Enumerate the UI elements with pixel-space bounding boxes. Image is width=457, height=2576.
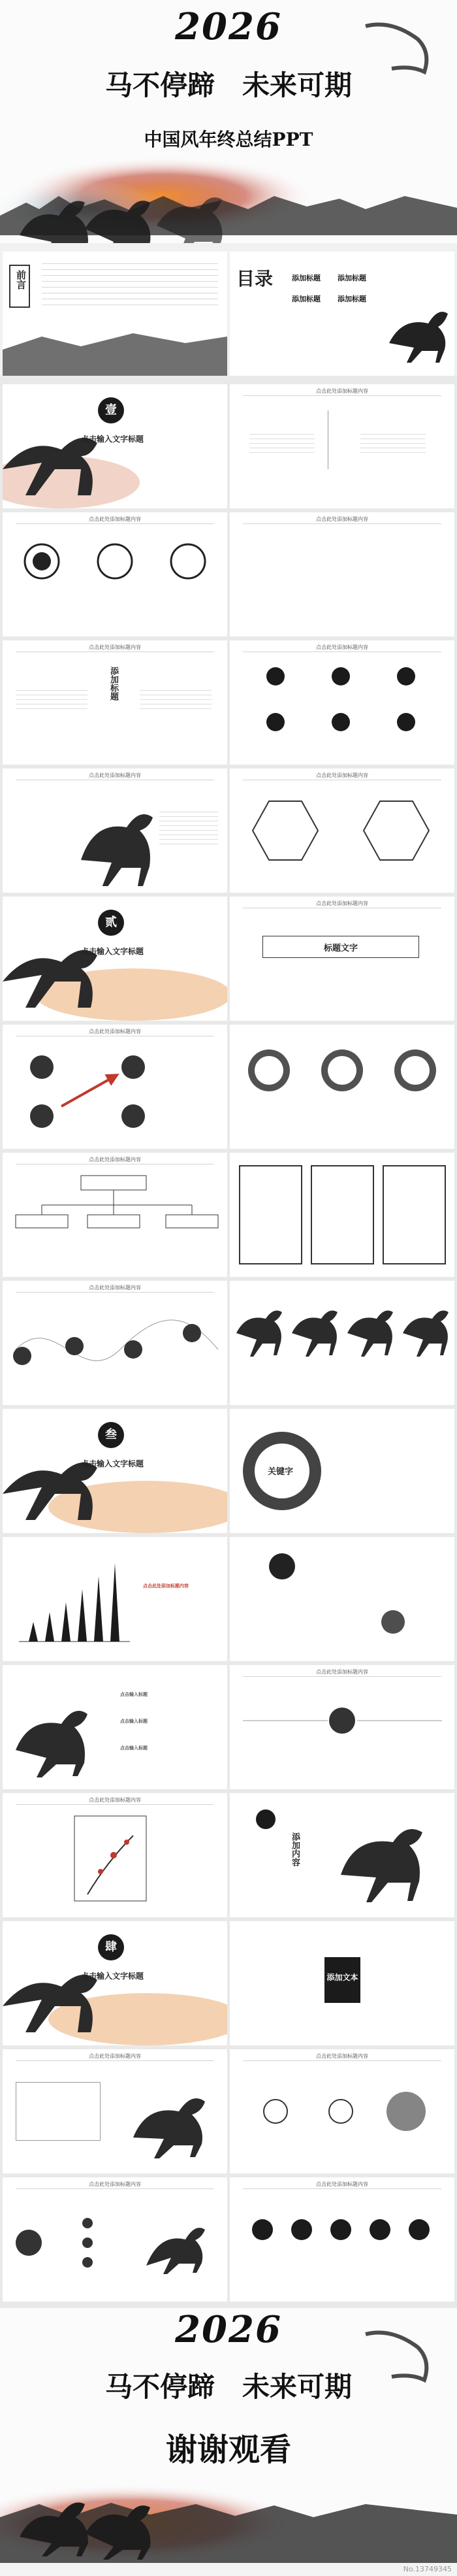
slide-header: 点击此处添加标题内容: [3, 640, 227, 655]
text-placeholder: [16, 686, 87, 712]
preface-text: [42, 258, 218, 310]
content-slide-5: [230, 640, 454, 765]
slide-header: 点击此处添加标题内容: [3, 1281, 227, 1295]
circle-flow: [230, 2066, 454, 2170]
content-slide-11: [3, 1153, 227, 1277]
preface-ink-horses: [3, 310, 227, 376]
section-3-slide: [3, 1409, 227, 1533]
slide-header: 点击此处添加标题内容: [230, 512, 454, 527]
content-slide-18: [230, 1665, 454, 1789]
ending-year: 2026: [175, 2308, 282, 2351]
slide-header: 点击此处添加标题内容: [230, 2177, 454, 2192]
center-circle-diagram: [230, 1681, 454, 1786]
slide-header: 点击此处添加标题内容: [230, 640, 454, 655]
text-placeholder: [140, 686, 212, 712]
enter-title-item: 点击输入标题: [120, 1692, 148, 1697]
cover-slogan: 马不停蹄 未来可期: [104, 69, 352, 101]
preface-label-box: [9, 265, 30, 308]
org-chart: [3, 1169, 227, 1274]
content-slide-23: [230, 2049, 454, 2173]
content-slide-22: [3, 2049, 227, 2173]
toc-item-1[interactable]: 添加标题: [292, 274, 321, 282]
slide-header: 点击此处添加标题内容: [3, 1153, 227, 1167]
slide-header: 点击此处添加标题内容: [3, 768, 227, 783]
section-1-slide: [3, 384, 227, 508]
process-diagram: [3, 1041, 227, 1146]
content-slide-6: [3, 768, 227, 893]
horses-group-icon: [9, 1685, 107, 1783]
content-slide-10: [230, 1025, 454, 1149]
add-title-vertical: 添加标题: [108, 667, 118, 701]
horse-icon: [328, 1809, 445, 1907]
slide-header: 点击此处添加标题内容: [230, 897, 454, 911]
content-slide-15: [230, 1409, 454, 1533]
chart-caption: 点击此处添加标题内容: [143, 1583, 189, 1589]
section-4-slide: [3, 1921, 227, 2045]
text-placeholder: [360, 430, 426, 456]
toc-title: 目录: [236, 268, 274, 289]
toc-item-4[interactable]: 添加标题: [338, 295, 366, 303]
watermark-text: No.13749345: [403, 2565, 452, 2573]
add-content-vertical: 添加内容: [290, 1832, 300, 1866]
text-columns: [249, 552, 432, 610]
three-circles-diagram: [3, 532, 227, 610]
cover-slide: [0, 0, 457, 376]
content-slide-17: [3, 1665, 227, 1789]
content-slide-13: [3, 1281, 227, 1405]
content-slide-2: [3, 512, 227, 636]
section-1-title: 点击输入文字标题: [81, 435, 144, 444]
slide-header: 点击此处添加标题内容: [3, 2049, 227, 2064]
content-slide-1: [230, 384, 454, 508]
chart-slide: [3, 1537, 227, 1661]
section-3-title: 点击输入文字标题: [81, 1459, 144, 1468]
content-slide-25: [230, 2177, 454, 2302]
content-slide-8: [230, 897, 454, 1021]
horse-icon: [61, 788, 166, 886]
bar-chart: [12, 1550, 136, 1648]
section-2-numeral: 贰: [98, 910, 124, 936]
section-2-slide: [3, 897, 227, 1021]
slide-header: 点击此处添加标题内容: [3, 512, 227, 527]
yin-yang-icon: [230, 1537, 454, 1661]
title-text-label: 标题文字: [323, 943, 358, 953]
section-1-numeral: 壹: [98, 397, 124, 423]
toc-item-3[interactable]: 添加标题: [292, 295, 321, 303]
timeline-circles: [3, 1297, 227, 1402]
ink-circle-frame: [230, 1409, 454, 1533]
icon-list: [3, 2194, 227, 2298]
content-slide-3: [230, 512, 454, 636]
icon-row: [230, 2194, 454, 2298]
toc-slide: [230, 252, 454, 376]
enter-title-list: [120, 1691, 218, 1752]
content-slide-20: [230, 1793, 454, 1917]
icon-grid: [230, 657, 454, 761]
enter-title-item: 点击输入标题: [120, 1745, 148, 1751]
add-text-box: [324, 1957, 360, 2003]
title-text-boxes: [262, 936, 419, 958]
ink-circle-frames: [230, 1025, 454, 1149]
plum-blossom-frame: [3, 1809, 227, 1914]
slide-header: 点击此处添加标题内容: [230, 384, 454, 399]
content-slide-21: [230, 1921, 454, 2045]
ending-slide: [0, 2308, 457, 2563]
slide-header: 点击此处添加标题内容: [230, 2049, 454, 2064]
content-slide-14: [230, 1281, 454, 1405]
footer-bar: [0, 2563, 457, 2576]
horse-icon: [376, 291, 454, 363]
slide-header: 点击此处添加标题内容: [230, 768, 454, 783]
content-slide-9: [3, 1025, 227, 1149]
cover-year: 2026: [175, 5, 282, 48]
seal-icon: [256, 1809, 276, 1829]
slide-header: 点击此处添加标题内容: [3, 2177, 227, 2192]
preface-label: 前言: [15, 270, 27, 289]
cover-subtitle: 中国风年终总结PPT: [144, 129, 313, 150]
content-slide-12: [230, 1153, 454, 1277]
add-text-label: 添加文本: [326, 1973, 358, 1982]
horse-icon: [120, 2072, 218, 2164]
text-placeholder: [159, 808, 218, 847]
ending-thanks: 谢谢观看: [165, 2432, 291, 2468]
text-placeholder: [249, 430, 315, 456]
content-slide-7: [230, 768, 454, 893]
key-word-label: 关键字: [268, 1467, 294, 1477]
preface-slide: [3, 252, 227, 376]
toc-item-2[interactable]: 添加标题: [338, 274, 366, 282]
content-slide-24: [3, 2177, 227, 2302]
section-4-title: 点击输入文字标题: [81, 1972, 144, 1981]
content-slide-4: [3, 640, 227, 765]
slide-header: 点击此处添加标题内容: [3, 1025, 227, 1039]
section-3-numeral: 叁: [98, 1422, 124, 1448]
hexagon-frames: [230, 788, 454, 886]
enter-title-item: 点击输入标题: [120, 1719, 148, 1724]
content-slide-16: [230, 1537, 454, 1661]
section-2-title: 点击输入文字标题: [81, 947, 144, 956]
section-4-numeral: 肆: [98, 1934, 124, 1960]
slide-header: 点击此处添加标题内容: [3, 1793, 227, 1808]
content-slide-19: [3, 1793, 227, 1917]
slide-header: 点击此处添加标题内容: [230, 1665, 454, 1679]
horses-row-icon: [230, 1281, 454, 1405]
ending-slogan: 马不停蹄 未来可期: [104, 2371, 352, 2403]
bordered-columns: [230, 1153, 454, 1277]
text-placeholder: [16, 2082, 101, 2141]
